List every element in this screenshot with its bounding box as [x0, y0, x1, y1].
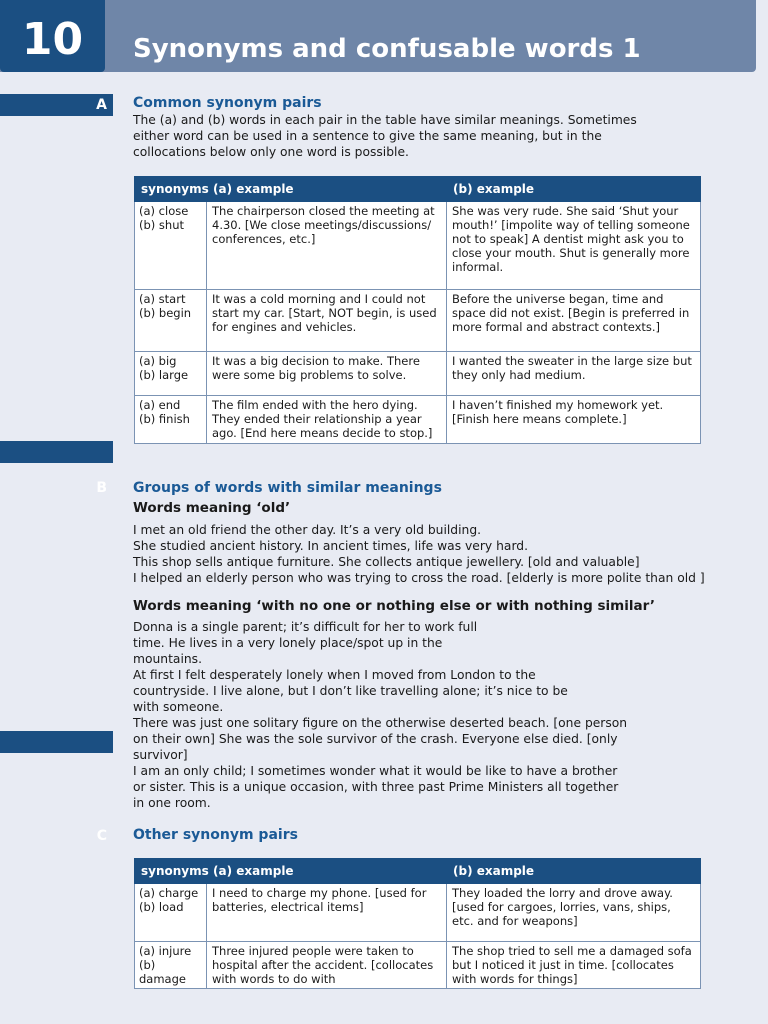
- header-a-example: (a) example: [207, 859, 447, 884]
- example-line: I met an old friend the other day. It’s a very old building.: [133, 523, 482, 537]
- subhead-alone: Words meaning ‘with no one or nothing else or with nothing similar’: [133, 598, 655, 614]
- table-row: [135, 290, 701, 352]
- example-line: This shop sells antique furniture. She collects antique jewellery. [old and valuable]: [133, 555, 640, 569]
- table-header-row: [135, 859, 701, 884]
- pair-a: (a) charge: [139, 886, 199, 900]
- unit-title: Synonyms and confusable words 1: [133, 34, 641, 64]
- example-line: I helped an elderly person who was trying to cross the road. [elderly is more polite than old ]: [133, 571, 705, 585]
- pair-b: (b) damage: [139, 958, 186, 986]
- pair-cell: [135, 352, 207, 396]
- section-c-title: Other synonym pairs: [133, 827, 298, 843]
- pair-a: (a) end: [139, 398, 181, 412]
- b-example-cell: The shop tried to sell me a damaged sofa but I noticed it just in time. [collocates with words for things]: [447, 942, 701, 989]
- example-line: survivor]: [133, 748, 188, 762]
- example-line: mountains.: [133, 652, 202, 666]
- header-synonyms: synonyms: [135, 177, 207, 202]
- b-example-cell: They loaded the lorry and drove away. [used for cargoes, lorries, vans, ships, etc. and for weapons]: [447, 884, 701, 942]
- side-bar-marker: [0, 731, 113, 753]
- section-b-title: Groups of words with similar meanings: [133, 480, 442, 496]
- synonym-table-c: [134, 858, 701, 989]
- subhead-old: Words meaning ‘old’: [133, 500, 291, 516]
- table-header-row: [135, 177, 701, 202]
- pair-cell: [135, 884, 207, 942]
- a-example-cell: The chairperson closed the meeting at 4.30. [We close meetings/discussions/ conferences, etc.]: [207, 202, 447, 290]
- table-row: [135, 396, 701, 444]
- example-line: countryside. I live alone, but I don’t like travelling alone; it’s nice to be: [133, 684, 568, 698]
- a-example-cell: It was a cold morning and I could not start my car. [Start, NOT begin, is used for engines and vehicles.: [207, 290, 447, 352]
- example-line: on their own] She was the sole survivor of the crash. Everyone else died. [only: [133, 732, 618, 746]
- intro-line: The (a) and (b) words in each pair in the table have similar meanings. Sometimes: [133, 113, 637, 127]
- b-example-cell: I haven’t finished my homework yet. [Finish here means complete.]: [447, 396, 701, 444]
- pair-a: (a) start: [139, 292, 186, 306]
- a-example-cell: The film ended with the hero dying. They ended their relationship a year ago. [End here means decide to stop.]: [207, 396, 447, 444]
- b-example-cell: I wanted the sweater in the large size but they only had medium.: [447, 352, 701, 396]
- pair-cell: [135, 202, 207, 290]
- header-a-example: (a) example: [207, 177, 447, 202]
- pair-cell: [135, 942, 207, 989]
- example-line: in one room.: [133, 796, 211, 810]
- pair-a: (a) close: [139, 204, 189, 218]
- alone-examples: [133, 619, 658, 811]
- section-c-tab: C: [96, 828, 107, 844]
- section-a-title: Common synonym pairs: [133, 95, 322, 111]
- example-line: At first I felt desperately lonely when I moved from London to the: [133, 668, 536, 682]
- pair-cell: [135, 396, 207, 444]
- table-row: [135, 352, 701, 396]
- example-line: I am an only child; I sometimes wonder what it would be like to have a brother: [133, 764, 618, 778]
- section-b-tab: B: [96, 480, 107, 496]
- example-line: She studied ancient history. In ancient times, life was very hard.: [133, 539, 528, 553]
- section-a-tab: A: [0, 94, 113, 116]
- pair-b: (b) begin: [139, 306, 192, 320]
- pair-b: (b) large: [139, 368, 189, 382]
- example-line: There was just one solitary figure on the otherwise deserted beach. [one person: [133, 716, 628, 730]
- pair-a: (a) big: [139, 354, 177, 368]
- pair-cell: [135, 290, 207, 352]
- intro-line: collocations below only one word is possible.: [133, 145, 409, 159]
- example-line: or sister. This is a unique occasion, with three past Prime Ministers all together: [133, 780, 619, 794]
- b-example-cell: She was very rude. She said ‘Shut your mouth!’ [impolite way of telling someone not to speak] A dentist might ask you to close your mouth. Shut is generally more informal.: [447, 202, 701, 290]
- synonym-table-a: [134, 176, 701, 444]
- a-example-cell: It was a big decision to make. There were some big problems to solve.: [207, 352, 447, 396]
- pair-b: (b) finish: [139, 412, 190, 426]
- unit-number: 10: [0, 0, 105, 72]
- old-examples: [133, 522, 705, 586]
- b-example-cell: Before the universe began, time and space did not exist. [Begin is preferred in more formal and abstract contexts.]: [447, 290, 701, 352]
- table-row: [135, 202, 701, 290]
- table-row: [135, 942, 701, 989]
- table-row: [135, 884, 701, 942]
- header-synonyms: synonyms: [135, 859, 207, 884]
- intro-line: either word can be used in a sentence to give the same meaning, but in the: [133, 129, 602, 143]
- a-example-cell: I need to charge my phone. [used for batteries, electrical items]: [207, 884, 447, 942]
- header-b-example: (b) example: [447, 859, 701, 884]
- example-line: time. He lives in a very lonely place/spot up in the: [133, 636, 443, 650]
- side-bar-marker: [0, 441, 113, 463]
- pair-b: (b) shut: [139, 218, 185, 232]
- a-example-cell: Three injured people were taken to hospital after the accident. [collocates with words to do with: [207, 942, 447, 989]
- section-a-intro: [133, 112, 658, 160]
- example-line: Donna is a single parent; it’s difficult for her to work full: [133, 620, 478, 634]
- pair-a: (a) injure: [139, 944, 192, 958]
- pair-b: (b) load: [139, 900, 184, 914]
- example-line: with someone.: [133, 700, 224, 714]
- header-b-example: (b) example: [447, 177, 701, 202]
